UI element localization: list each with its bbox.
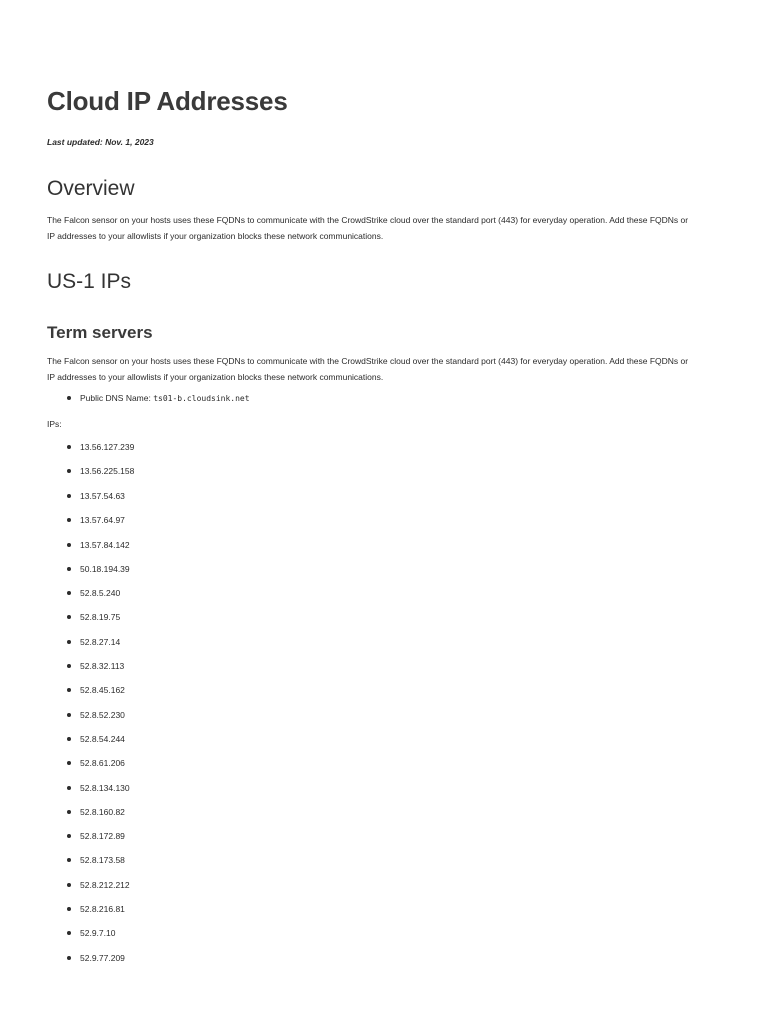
- ip-address: 13.57.84.142: [80, 540, 130, 550]
- overview-heading: Overview: [47, 177, 135, 200]
- ip-address: 13.57.64.97: [80, 515, 125, 525]
- bullet-icon: [67, 494, 71, 498]
- ip-address: 52.8.61.206: [80, 758, 125, 768]
- bullet-icon: [67, 786, 71, 790]
- bullet-icon: [67, 396, 71, 400]
- ip-address: 52.8.45.162: [80, 685, 125, 695]
- list-item: [67, 637, 120, 651]
- ip-address: 50.18.194.39: [80, 564, 130, 574]
- list-item: [67, 588, 120, 602]
- list-item: [67, 466, 134, 480]
- list-item: [67, 953, 125, 967]
- ip-address: 52.8.52.230: [80, 710, 125, 720]
- bullet-icon: [67, 858, 71, 862]
- ip-address: 52.8.160.82: [80, 807, 125, 817]
- list-item: [67, 540, 130, 554]
- list-item: [67, 807, 125, 821]
- ip-address: 52.9.7.10: [80, 928, 116, 938]
- bullet-icon: [67, 664, 71, 668]
- ip-address: 13.57.54.63: [80, 491, 125, 501]
- ip-address: 52.8.173.58: [80, 855, 125, 865]
- bullet-icon: [67, 567, 71, 571]
- bullet-icon: [67, 883, 71, 887]
- dns-label: Public DNS Name:: [80, 393, 154, 403]
- bullet-icon: [67, 761, 71, 765]
- us1-heading: US-1 IPs: [47, 270, 132, 293]
- list-item: [67, 831, 125, 845]
- bullet-icon: [67, 810, 71, 814]
- last-updated: Last updated: Nov. 1, 2023: [47, 137, 154, 147]
- ip-address: 52.8.19.75: [80, 612, 121, 622]
- ip-address: 52.8.134.130: [80, 783, 130, 793]
- list-item: [67, 855, 125, 869]
- list-item: [67, 685, 125, 699]
- bullet-icon: [67, 518, 71, 522]
- ip-address: 13.56.225.158: [80, 466, 135, 476]
- ip-address: 52.8.32.113: [80, 661, 125, 671]
- list-item: [67, 612, 120, 626]
- list-item: [67, 710, 125, 724]
- bullet-icon: [67, 688, 71, 692]
- list-item: [67, 515, 125, 529]
- page-title: Cloud IP Addresses: [47, 86, 288, 116]
- bullet-icon: [67, 713, 71, 717]
- overview-paragraph: The Falcon sensor on your hosts uses these FQDNs to communicate with the CrowdStrike cloud over the standard port (443) for everyday operation. Add these FQDNs or IP addresses to your allowlists if your organization blocks these network communications.: [47, 215, 689, 241]
- ip-address: 52.8.172.89: [80, 831, 125, 841]
- ip-address: 52.8.216.81: [80, 904, 125, 914]
- dns-list-item: [67, 393, 250, 407]
- list-item: [67, 442, 134, 456]
- dns-value: ts01-b.cloudsink.net: [153, 394, 250, 403]
- bullet-icon: [67, 469, 71, 473]
- ip-address: 52.8.5.240: [80, 588, 121, 598]
- ip-address: 52.9.77.209: [80, 953, 125, 963]
- bullet-icon: [67, 640, 71, 644]
- ip-address: 52.8.27.14: [80, 637, 121, 647]
- bullet-icon: [67, 543, 71, 547]
- list-item: [67, 758, 125, 772]
- list-item: [67, 491, 125, 505]
- bullet-icon: [67, 615, 71, 619]
- bullet-icon: [67, 907, 71, 911]
- bullet-icon: [67, 445, 71, 449]
- list-item: [67, 928, 115, 942]
- list-item: [67, 880, 130, 894]
- ips-label: IPs:: [47, 419, 62, 429]
- term-servers-heading: Term servers: [47, 323, 153, 342]
- list-item: [67, 904, 125, 918]
- ip-address: 52.8.212.212: [80, 880, 130, 890]
- list-item: [67, 564, 130, 578]
- list-item: [67, 783, 130, 797]
- list-item: [67, 734, 125, 748]
- bullet-icon: [67, 834, 71, 838]
- bullet-icon: [67, 931, 71, 935]
- bullet-icon: [67, 591, 71, 595]
- bullet-icon: [67, 737, 71, 741]
- list-item: [67, 661, 124, 675]
- bullet-icon: [67, 956, 71, 960]
- term-servers-paragraph: The Falcon sensor on your hosts uses these FQDNs to communicate with the CrowdStrike cloud over the standard port (443) for everyday operation. Add these FQDNs or IP addresses to your allowlists if your organization blocks these network communications.: [47, 356, 689, 382]
- ip-address: 52.8.54.244: [80, 734, 125, 744]
- ip-address: 13.56.127.239: [80, 442, 135, 452]
